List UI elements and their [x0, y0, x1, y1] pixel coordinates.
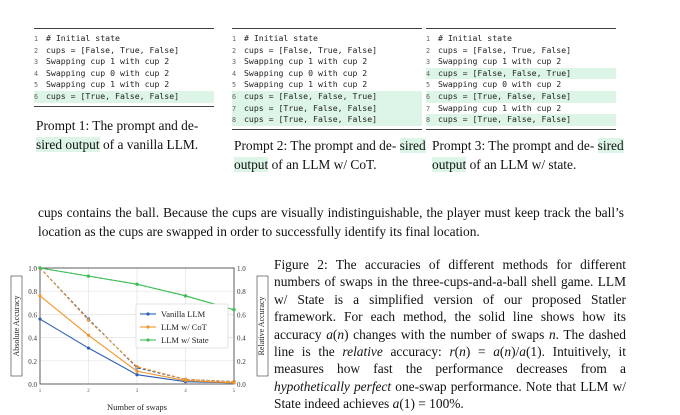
- code-line: [232, 79, 422, 91]
- line-number: 4: [34, 69, 39, 78]
- y-tick-label: 0.2: [28, 357, 37, 366]
- data-point: [135, 373, 138, 376]
- code-text: cups = [False, False, True]: [244, 90, 378, 101]
- data-point: [87, 346, 90, 349]
- line-number: 2: [34, 46, 39, 55]
- math-a: a: [326, 326, 333, 342]
- y-axis-label: Absolute Accuracy: [12, 295, 21, 357]
- code-line: [426, 79, 616, 91]
- math-n: n: [337, 326, 345, 342]
- code-text: cups = [True, False, False]: [438, 114, 572, 125]
- line-number: 1: [34, 35, 39, 43]
- y-tick-label: 0.8: [28, 288, 37, 297]
- math-n: n: [548, 326, 556, 342]
- code-text: cups = [True, False, False]: [244, 114, 378, 125]
- legend-marker: [146, 312, 149, 315]
- math-a: a: [493, 344, 500, 360]
- prompt3-code-block: [426, 28, 616, 130]
- prompt2-caption-tail: of an LLM w/ CoT.: [268, 157, 377, 172]
- legend-marker: [146, 338, 149, 341]
- line-number: 1: [232, 35, 237, 43]
- code-text: Swapping cup 0 with cup 2: [438, 79, 562, 90]
- emphasis-relative: relative: [342, 344, 383, 360]
- line-number: 1: [426, 35, 431, 43]
- code-text: cups = [True, False, False]: [244, 102, 378, 113]
- math-n: n: [459, 344, 466, 360]
- prompt1-caption-highlight: sired output: [36, 137, 100, 152]
- code-text: Swapping cup 1 with cup 2: [244, 79, 368, 90]
- math-n: n: [504, 344, 512, 360]
- prompt1-code-lines: [34, 33, 214, 103]
- figure-caption-part: accuracy:: [382, 344, 450, 360]
- line-number: 6: [232, 92, 237, 101]
- prompt1-caption: [36, 116, 221, 154]
- figure-caption-part: Figure 2: The accuracies of different methods for different numbers of swaps in the three-cups-and-a-ball shell game. LLM w/ State is a simplified version of our proposed Statler framework. For each method, the solid line shows how its accuracy: [274, 257, 626, 342]
- line-number: 3: [34, 58, 39, 67]
- x-axis-label: Number of swaps: [107, 402, 167, 412]
- line-number: 5: [426, 81, 431, 90]
- code-line: [426, 114, 616, 126]
- code-text: Swapping cup 1 with cup 2: [244, 56, 368, 67]
- y-right-tick-label: 0.4: [237, 334, 246, 343]
- line-number: 7: [232, 104, 237, 113]
- code-line: [426, 103, 616, 115]
- code-text: Swapping cup 1 with cup 2: [46, 79, 170, 90]
- data-point: [135, 370, 138, 373]
- code-text: Swapping cup 1 with cup 2: [438, 56, 562, 67]
- prompt3-caption-highlight: sired output: [432, 138, 624, 172]
- legend-marker: [146, 325, 149, 328]
- prompt2-code-lines: [232, 33, 422, 126]
- code-text: cups = [True, False, False]: [46, 90, 180, 101]
- code-line: [34, 68, 214, 80]
- code-line: [34, 91, 214, 103]
- legend-label: Vanilla LLM: [161, 309, 206, 319]
- prompt3-caption-text: Prompt 3: The prompt and de-: [432, 138, 595, 153]
- body-paragraph: cups contains the ball. Because the cups are visually indistinguishable, the player must keep track the ball’s location as the cups are swapped in order to successfully identify its final location.: [38, 205, 624, 239]
- prompt2-code-block: [232, 28, 422, 130]
- figure-caption-part: ) =: [465, 344, 494, 360]
- code-line: [34, 79, 214, 91]
- code-line: [232, 91, 422, 103]
- code-line: [34, 45, 214, 57]
- code-text: cups = [True, False, False]: [438, 90, 572, 101]
- line-number: 8: [232, 116, 237, 125]
- y-tick-label: 1.0: [28, 265, 37, 273]
- y-right-tick-label: 0.2: [237, 357, 246, 366]
- code-text: Swapping cup 1 with cup 2: [438, 102, 562, 113]
- code-text: cups = [False, True, False]: [244, 44, 378, 55]
- prompt3-code-lines: [426, 33, 616, 126]
- legend-label: LLM w/ State: [161, 335, 209, 345]
- code-line: [232, 114, 422, 126]
- code-line: [232, 68, 422, 80]
- y-tick-label: 0.6: [28, 311, 37, 320]
- figure-caption-part: )/: [511, 344, 520, 360]
- line-number: 6: [34, 92, 39, 101]
- y-tick-label: 0.4: [28, 334, 37, 343]
- prompt1-code-block: [34, 28, 214, 107]
- figure-caption-part: (: [454, 344, 460, 360]
- line-number: 8: [426, 116, 431, 125]
- figure-caption-part: (: [499, 344, 505, 360]
- figure-caption-part: . The dashed line is the: [274, 326, 626, 360]
- code-line: [232, 45, 422, 57]
- x-tick-label: 4: [184, 389, 187, 394]
- y-right-tick-label: 0.8: [237, 288, 246, 297]
- figure-caption-part: ) changes with the number of swaps: [344, 326, 549, 342]
- math-a: a: [392, 396, 400, 412]
- line-number: 6: [426, 92, 431, 101]
- y-tick-label: 0.0: [28, 381, 37, 389]
- math-r: r: [449, 344, 455, 360]
- figure-caption-part: (1). Intuitively, it measures how fast the performance decreases from a: [274, 344, 626, 377]
- line-number: 2: [232, 46, 237, 55]
- code-line: [426, 68, 616, 80]
- code-text: Swapping cup 0 with cup 2: [46, 67, 170, 78]
- x-tick-label: 3: [135, 389, 139, 394]
- code-text: # Initial state: [438, 33, 512, 43]
- code-line: [34, 56, 214, 68]
- line-number: 5: [232, 81, 237, 90]
- code-line: [426, 56, 616, 68]
- code-text: Swapping cup 0 with cup 2: [244, 67, 368, 78]
- accuracy-chart: [8, 258, 270, 415]
- line-number: 7: [426, 104, 431, 113]
- code-text: # Initial state: [46, 33, 120, 43]
- figure-caption-part: one-swap performance. Note that LLM w/ State indeed achieves: [274, 378, 626, 412]
- x-tick-label: 1: [38, 389, 42, 394]
- code-line: [426, 33, 616, 45]
- code-line: [426, 91, 616, 103]
- figure-caption-part: (: [332, 326, 338, 342]
- x-tick-label: 2: [87, 389, 90, 394]
- prompt1-caption-tail: of a vanilla LLM.: [99, 137, 199, 152]
- data-point: [87, 334, 90, 337]
- line-number: 3: [232, 58, 237, 67]
- y-right-tick-label: 0.6: [237, 311, 246, 320]
- line-number: 5: [34, 81, 39, 90]
- legend-label: LLM w/ CoT: [161, 322, 207, 332]
- code-text: cups = [False, True, False]: [438, 44, 572, 55]
- line-number: 2: [426, 46, 431, 55]
- emphasis-hypothetically-perfect: hypothetically perfect: [274, 378, 392, 394]
- code-text: cups = [False, False, True]: [438, 67, 572, 78]
- line-number: 3: [426, 58, 431, 67]
- code-line: [232, 33, 422, 45]
- data-point: [38, 317, 41, 320]
- figure-caption: [274, 256, 626, 413]
- x-tick-label: 5: [232, 389, 236, 394]
- math-a: a: [519, 344, 526, 360]
- code-text: # Initial state: [244, 33, 318, 43]
- y-right-axis-label: Relative Accuracy: [257, 296, 266, 356]
- code-text: Swapping cup 1 with cup 2: [46, 56, 170, 67]
- line-number: 4: [232, 69, 237, 78]
- data-point: [38, 294, 41, 297]
- figure-caption-part: (1) = 100%.: [399, 396, 464, 412]
- code-line: [232, 103, 422, 115]
- prompt3-caption: [432, 136, 628, 174]
- prompt3-caption-tail: of an LLM w/ state.: [466, 157, 577, 172]
- code-text: cups = [False, True, False]: [46, 44, 180, 55]
- code-line: [426, 45, 616, 57]
- y-right-tick-label: 1.0: [237, 265, 246, 273]
- line-number: 4: [426, 69, 431, 78]
- code-line: [34, 33, 214, 45]
- prompt2-caption: [234, 136, 430, 174]
- prompt1-caption-text: Prompt 1: The prompt and de-: [36, 118, 199, 133]
- code-line: [232, 56, 422, 68]
- y-right-tick-label: 0.0: [237, 381, 246, 389]
- prompt2-caption-text: Prompt 2: The prompt and de-: [234, 138, 397, 153]
- prompt2-caption-highlight: sired output: [234, 138, 426, 172]
